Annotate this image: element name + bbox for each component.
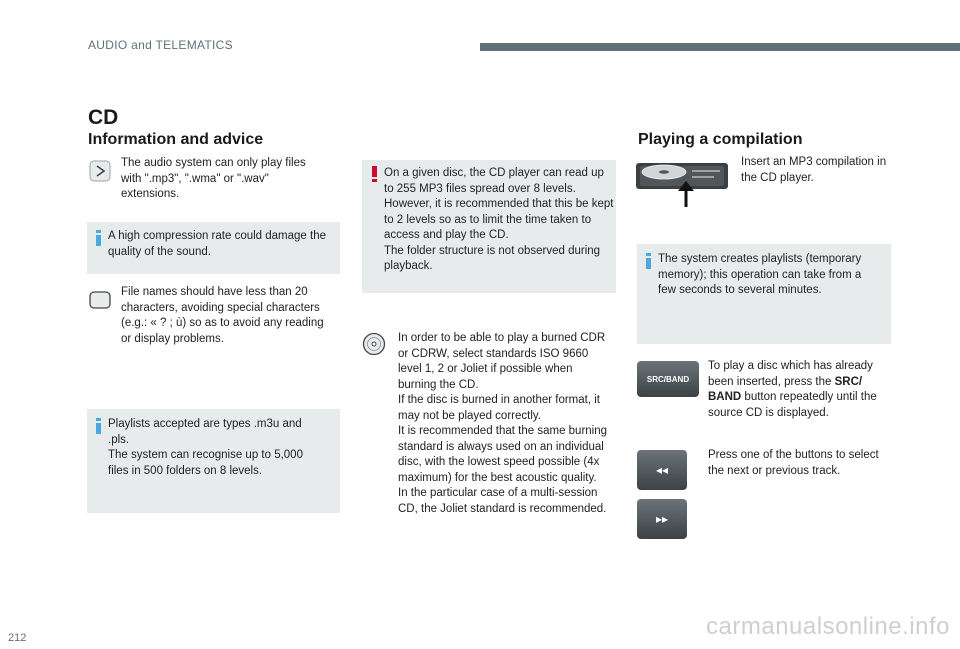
cd-player-illustration	[636, 157, 728, 209]
next-track-icon: ▸▸	[655, 512, 669, 526]
page-number: 212	[8, 632, 27, 644]
previous-track-icon: ◂◂	[655, 463, 669, 477]
info-icon	[646, 253, 651, 269]
insert-compilation-text: Insert an MP3 compilation in the CD player.	[741, 156, 887, 184]
info-playlists-text: Playlists accepted are types .m3u and .pls. The system can recognise up to 5,000 files in 500 folders on 8 levels.	[108, 418, 303, 477]
info-icon	[96, 418, 101, 434]
note-file-names: File names should have less than 20 characters, avoiding special characters (e.g.: « ? ; ù) so as to avoid any reading or display problems.	[121, 286, 324, 345]
note-burned-cd-text: In order to be able to play a burned CDR or CDRW, select standards ISO 9660 level 1, 2 or Joliet if possible when burning the CD. If the disc is burned in another format, it may not be played correctly. It is recommended that the same burning standard is always used on an individual disc, with the lowest speed possible (4x maximum) for the best acoustic quality. In the particular case of a multi-session CD, the Joliet standard is recommended.	[398, 332, 608, 515]
warning-icon	[372, 166, 377, 182]
warning-mp3-levels-text: On a given disc, the CD player can read up to 255 MP3 files spread over 8 levels. However, it is recommended that this be kept to 2 levels so as to limit the time taken to access and play the CD. The folder structure is not observed during playback.	[384, 167, 614, 272]
note-icon	[89, 289, 111, 311]
page-title: CD	[88, 106, 119, 129]
src-band-button[interactable]	[637, 361, 699, 397]
info-compression-text: A high compression rate could damage the quality of the sound.	[108, 230, 326, 258]
section-divider	[480, 43, 960, 51]
src-text-bold: SRC/ BAND	[708, 375, 863, 403]
info-icon	[96, 230, 101, 246]
play-note-icon	[89, 160, 111, 182]
disc-icon	[362, 332, 386, 356]
src-band-button-label: SRC/BAND	[646, 374, 690, 384]
previous-track-button[interactable]	[637, 450, 687, 490]
heading-playing-compilation: Playing a compilation	[638, 131, 803, 148]
next-track-button[interactable]	[637, 499, 687, 539]
watermark: carmanualsonline.info	[706, 613, 950, 640]
section-label: AUDIO and TELEMATICS	[88, 38, 233, 52]
src-text-after: button repeatedly until the source CD is displayed.	[708, 391, 877, 419]
src-text-before: To play a disc which has already been inserted, press the	[708, 360, 873, 388]
src-band-instruction-text	[708, 359, 893, 421]
note-file-formats: The audio system can only play files with ".mp3", ".wma" or ".wav" extensions.	[121, 157, 306, 200]
track-select-text: Press one of the buttons to select the next or previous track.	[708, 449, 879, 477]
heading-information-advice: Information and advice	[88, 131, 264, 148]
info-system-playlists-text: The system creates playlists (temporary memory); this operation can take from a few seconds to several minutes.	[658, 253, 862, 296]
